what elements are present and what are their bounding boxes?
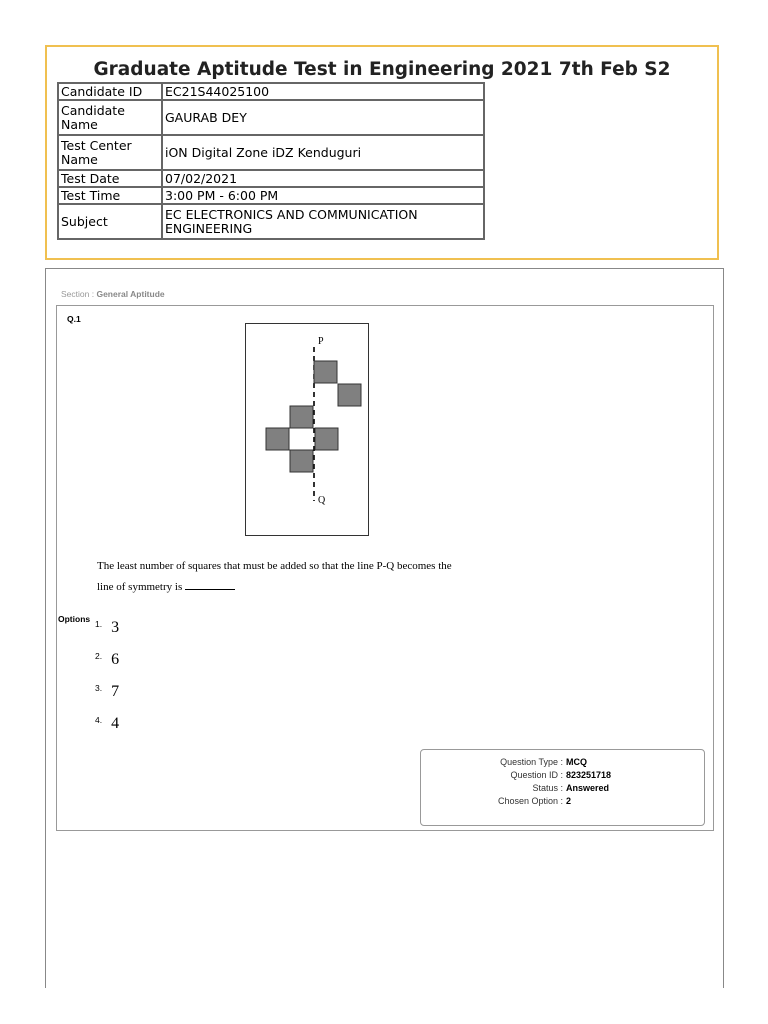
test-time-label: Test Time (58, 187, 162, 204)
chosen-option-label: Chosen Option : (497, 796, 563, 806)
table-row (58, 187, 484, 204)
question-text (97, 556, 617, 598)
option-number: 4. (95, 715, 103, 725)
question-info-panel (420, 749, 705, 826)
label-p: P (318, 336, 324, 347)
question-text-line2: line of symmetry is (97, 581, 183, 593)
candidate-header (45, 45, 719, 260)
section-prefix: Section : (61, 289, 95, 299)
square (266, 428, 289, 450)
square (315, 428, 338, 450)
option-value: 4 (111, 715, 120, 732)
info-row (421, 769, 704, 782)
candidate-name-value: GAURAB DEY (162, 100, 484, 135)
section-label (61, 289, 165, 299)
table-row (58, 100, 484, 135)
info-row (421, 756, 704, 769)
question-number: Q.1 (67, 314, 81, 324)
option-2 (95, 651, 119, 669)
square (290, 450, 313, 472)
option-number: 2. (95, 651, 103, 661)
test-date-value: 07/02/2021 (162, 170, 484, 187)
table-row (58, 135, 484, 170)
info-row (421, 782, 704, 795)
option-value: 7 (111, 683, 120, 700)
table-row (58, 204, 484, 239)
option-value: 3 (111, 619, 120, 636)
table-row (58, 83, 484, 100)
candidate-info-table (57, 82, 485, 240)
candidate-id-label: Candidate ID (58, 83, 162, 100)
option-value: 6 (111, 651, 120, 668)
subject-value: EC ELECTRONICS AND COMMUNICATION ENGINEERING (162, 204, 484, 239)
question-section (45, 268, 724, 988)
test-center-value: iON Digital Zone iDZ Kenduguri (162, 135, 484, 170)
info-row (421, 795, 704, 808)
square (338, 384, 361, 406)
chosen-option-value: 2 (566, 796, 572, 806)
square (290, 406, 313, 428)
candidate-name-label: Candidate Name (58, 100, 162, 135)
question-id-label: Question ID : (510, 770, 563, 780)
option-number: 3. (95, 683, 103, 693)
question-type-value: MCQ (566, 757, 587, 767)
test-center-label: Test Center Name (58, 135, 162, 170)
candidate-id-value: EC21S44025100 (162, 83, 484, 100)
status-label: Status : (532, 783, 563, 793)
option-number: 1. (95, 619, 103, 629)
square (314, 361, 337, 383)
options-label: Options (58, 614, 91, 624)
question-id-value: 823251718 (566, 770, 612, 780)
section-name: General Aptitude (96, 289, 165, 299)
figure-border (246, 324, 369, 536)
test-date-label: Test Date (58, 170, 162, 187)
question-text-line1: The least number of squares that must be added so that the line P-Q becomes the (97, 560, 452, 572)
question-box (56, 305, 714, 831)
label-q: Q (318, 495, 326, 506)
question-type-label: Question Type : (500, 757, 563, 767)
option-1 (95, 619, 119, 637)
question-figure (245, 323, 370, 537)
status-value: Answered (566, 783, 610, 793)
option-3 (95, 683, 119, 701)
option-4 (95, 715, 119, 733)
test-time-value: 3:00 PM - 6:00 PM (162, 187, 484, 204)
table-row (58, 170, 484, 187)
subject-label: Subject (58, 204, 162, 239)
exam-title: Graduate Aptitude Test in Engineering 2021 7th Feb S2 (93, 59, 671, 80)
answer-blank (185, 579, 235, 590)
